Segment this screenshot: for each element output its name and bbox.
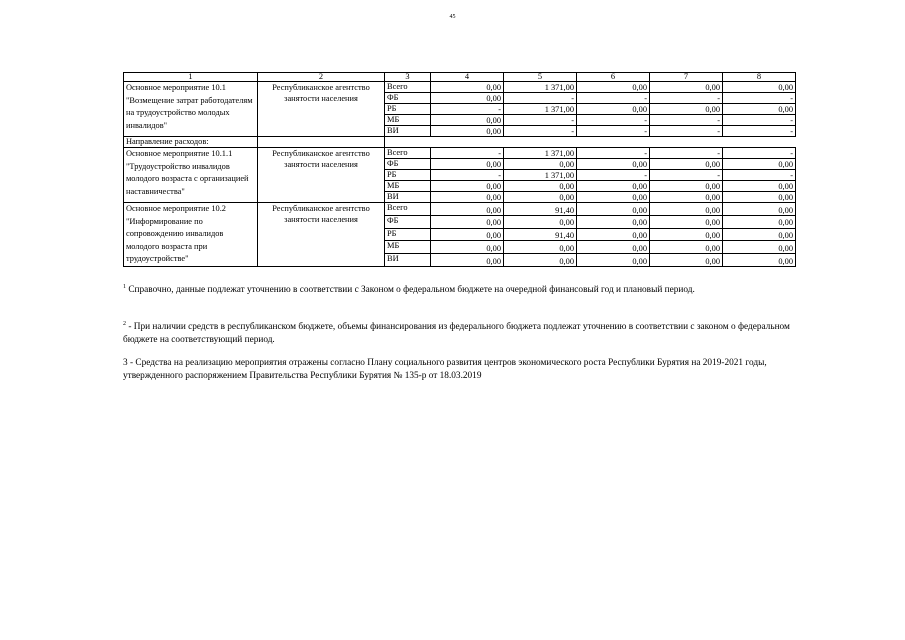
amount-cell: 1 371,00 [504, 82, 577, 93]
table-row [124, 82, 796, 93]
funding-source: ВИ [385, 254, 431, 267]
funding-table [123, 72, 796, 267]
amount-cell: 0,00 [431, 192, 504, 203]
amount-cell: 0,00 [431, 215, 504, 228]
column-number: 7 [650, 73, 723, 82]
responsible-agency: Республиканское агентство занятости населения [258, 203, 385, 267]
amount-cell: 0,00 [504, 181, 577, 192]
amount-cell: 0,00 [504, 159, 577, 170]
amount-cell: 0,00 [723, 181, 796, 192]
empty-cell [258, 137, 385, 148]
column-number: 2 [258, 73, 385, 82]
amount-cell: 0,00 [431, 126, 504, 137]
amount-cell: - [650, 115, 723, 126]
amount-cell: - [504, 126, 577, 137]
column-number: 4 [431, 73, 504, 82]
amount-cell: 0,00 [577, 228, 650, 241]
responsible-agency: Республиканское агентство занятости населения [258, 82, 385, 137]
amount-cell: 0,00 [723, 203, 796, 216]
table-row [124, 148, 796, 159]
amount-cell: - [431, 170, 504, 181]
amount-cell: 0,00 [723, 159, 796, 170]
amount-cell: - [723, 115, 796, 126]
amount-cell: - [577, 148, 650, 159]
amount-cell: 0,00 [431, 82, 504, 93]
funding-source: РБ [385, 170, 431, 181]
amount-cell: 0,00 [650, 228, 723, 241]
amount-cell: 0,00 [504, 192, 577, 203]
amount-cell: 0,00 [577, 181, 650, 192]
amount-cell: - [577, 93, 650, 104]
amount-cell: 0,00 [650, 241, 723, 254]
amount-cell: 0,00 [577, 254, 650, 267]
amount-cell: 0,00 [577, 215, 650, 228]
amount-cell: 0,00 [504, 241, 577, 254]
column-number: 1 [124, 73, 258, 82]
amount-cell: 0,00 [577, 241, 650, 254]
amount-cell: 0,00 [431, 159, 504, 170]
amount-cell: - [723, 93, 796, 104]
amount-cell: 0,00 [723, 241, 796, 254]
measure-name: Основное мероприятие 10.2 "Информирование по сопровождению инвалидов молодого возраста при трудоустройстве" [124, 203, 258, 267]
amount-cell: 0,00 [723, 192, 796, 203]
funding-source: Всего [385, 82, 431, 93]
amount-cell: 0,00 [577, 159, 650, 170]
column-number: 5 [504, 73, 577, 82]
amount-cell: 0,00 [431, 228, 504, 241]
column-number: 6 [577, 73, 650, 82]
footnote-2 [123, 318, 795, 347]
footnote-3: 3 - Средства на реализацию мероприятия отражены согласно Плану социального развития центров экономического роста Республики Бурятия на 2019-2021 годы, утвержденного распоряжением Правительства Республики Бурятия № 135-р от 18.03.2019 [123, 358, 767, 381]
amount-cell: 91,40 [504, 228, 577, 241]
amount-cell: 0,00 [431, 241, 504, 254]
funding-source: Всего [385, 148, 431, 159]
measure-name: Основное мероприятие 10.1.1 "Трудоустройство инвалидов молодого возраста с организацией наставничества" [124, 148, 258, 203]
footnote-1 [123, 284, 823, 295]
footnote-2-text: - При наличии средств в республиканском бюджете, объемы финансирования из федерального бюджета подлежат уточнению в соответствии с законом о федеральном бюджете на соответствующий период. [123, 322, 790, 346]
amount-cell: 91,40 [504, 203, 577, 216]
amount-cell: - [723, 126, 796, 137]
footnote-2-marker: 2 [123, 321, 126, 327]
funding-source: Всего [385, 203, 431, 216]
amount-cell: 0,00 [650, 159, 723, 170]
amount-cell: - [723, 148, 796, 159]
page-number: 45 [449, 14, 456, 20]
column-number: 3 [385, 73, 431, 82]
amount-cell: 0,00 [431, 203, 504, 216]
empty-cell [385, 137, 796, 148]
amount-cell: 0,00 [650, 181, 723, 192]
amount-cell: 0,00 [504, 254, 577, 267]
direction-row [124, 137, 796, 148]
amount-cell: 0,00 [723, 215, 796, 228]
amount-cell: 0,00 [431, 254, 504, 267]
amount-cell: - [650, 148, 723, 159]
amount-cell: - [504, 93, 577, 104]
funding-source: ФБ [385, 159, 431, 170]
amount-cell: - [577, 170, 650, 181]
funding-source: РБ [385, 228, 431, 241]
footnote-1-text: Справочно, данные подлежат уточнению в соответствии с Законом о федеральном бюджете на очередной финансовый год и плановый период. [128, 285, 695, 296]
amount-cell: 0,00 [431, 181, 504, 192]
amount-cell: - [577, 115, 650, 126]
direction-label: Направление расходов: [124, 137, 258, 148]
amount-cell: 0,00 [577, 192, 650, 203]
amount-cell: 0,00 [577, 82, 650, 93]
amount-cell: 0,00 [650, 215, 723, 228]
funding-source: ФБ [385, 215, 431, 228]
amount-cell: 0,00 [577, 104, 650, 115]
amount-cell: 0,00 [577, 203, 650, 216]
amount-cell: 0,00 [650, 254, 723, 267]
amount-cell: 0,00 [431, 115, 504, 126]
funding-source: ВИ [385, 126, 431, 137]
funding-source: МБ [385, 241, 431, 254]
table-row [124, 203, 796, 216]
responsible-agency: Республиканское агентство занятости населения [258, 148, 385, 203]
amount-cell: 0,00 [504, 215, 577, 228]
amount-cell: - [650, 126, 723, 137]
amount-cell: - [650, 93, 723, 104]
funding-source: ВИ [385, 192, 431, 203]
amount-cell: 0,00 [650, 203, 723, 216]
amount-cell: 0,00 [723, 228, 796, 241]
amount-cell: 1 371,00 [504, 170, 577, 181]
amount-cell: - [431, 104, 504, 115]
amount-cell: 0,00 [723, 104, 796, 115]
amount-cell: 0,00 [650, 82, 723, 93]
amount-cell: - [504, 115, 577, 126]
amount-cell: - [723, 170, 796, 181]
column-number-row [124, 73, 796, 82]
amount-cell: 0,00 [723, 82, 796, 93]
amount-cell: 0,00 [723, 254, 796, 267]
funding-source: ФБ [385, 93, 431, 104]
funding-source: РБ [385, 104, 431, 115]
funding-source: МБ [385, 115, 431, 126]
footnote-1-marker: 1 [123, 284, 126, 290]
amount-cell: 0,00 [431, 93, 504, 104]
amount-cell: 0,00 [650, 104, 723, 115]
amount-cell: 1 371,00 [504, 104, 577, 115]
measure-name: Основное мероприятие 10.1 "Возмещение затрат работодателям на трудоустройство молодых инвалидов" [124, 82, 258, 137]
funding-source: МБ [385, 181, 431, 192]
amount-cell: 1 371,00 [504, 148, 577, 159]
amount-cell: - [650, 170, 723, 181]
amount-cell: 0,00 [650, 192, 723, 203]
column-number: 8 [723, 73, 796, 82]
amount-cell: - [577, 126, 650, 137]
amount-cell: - [431, 148, 504, 159]
